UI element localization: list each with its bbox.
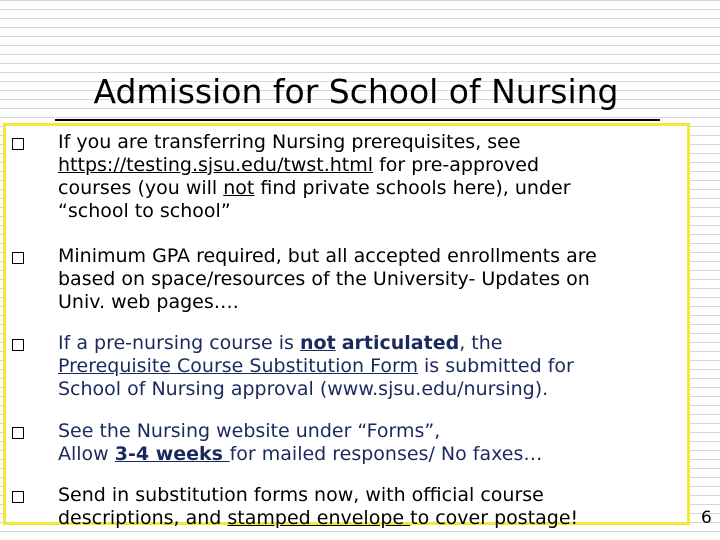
text-run: for mailed responses/ No faxes… xyxy=(229,443,543,465)
square-bullet-icon xyxy=(12,138,24,150)
text-run: descriptions, and xyxy=(58,507,228,529)
bullet-line: Minimum GPA required, but all accepted enrollments are xyxy=(58,245,597,267)
bullet-text xyxy=(58,332,686,401)
emphasis-not: not xyxy=(223,177,255,199)
square-bullet-icon xyxy=(12,427,24,439)
text-run: courses (you will xyxy=(58,177,224,199)
page-number: 6 xyxy=(701,508,712,528)
testing-link[interactable]: https://testing.sjsu.edu/twst.html xyxy=(58,154,374,176)
square-bullet-icon xyxy=(12,339,24,351)
bullet-send-forms xyxy=(6,484,686,530)
bullet-line xyxy=(58,443,686,466)
bullet-line xyxy=(58,507,686,530)
bullet-line xyxy=(58,177,686,200)
bullet-line: Univ. web pages…. xyxy=(58,291,239,313)
title-divider xyxy=(55,119,660,121)
emphasis-stamped-envelope: stamped envelope xyxy=(227,507,411,529)
square-bullet-icon xyxy=(12,252,24,264)
bullet-line xyxy=(58,332,686,355)
bullet-minimum-gpa xyxy=(6,245,686,314)
bullet-line: School of Nursing approval (www.sjsu.edu/nursing). xyxy=(58,378,549,400)
bullet-line: based on space/resources of the University- Updates on xyxy=(58,268,590,290)
substitution-form-name: Prerequisite Course Substitution Form xyxy=(58,355,418,377)
bullet-text xyxy=(58,420,686,466)
bullet-text xyxy=(58,131,686,223)
text-run: is submitted for xyxy=(417,355,574,377)
content-box xyxy=(3,123,690,529)
bullet-line: Send in substitution forms now, with official course xyxy=(58,484,544,506)
bullet-line: See the Nursing website under “Forms”, xyxy=(58,420,441,442)
text-run: find private schools here), under xyxy=(254,177,571,199)
slide-title: Admission for School of Nursing xyxy=(93,72,619,111)
bullet-line: “school to school” xyxy=(58,200,231,222)
bullet-transferring-prerequisites xyxy=(6,131,686,223)
bullet-text xyxy=(58,484,686,530)
bullet-line: If you are transferring Nursing prerequisites, see xyxy=(58,131,521,153)
emphasis-weeks: 3-4 weeks xyxy=(114,443,230,465)
bullet-nursing-website xyxy=(6,420,686,466)
text-run: to cover postage! xyxy=(410,507,579,529)
bullet-text xyxy=(58,245,686,314)
text-run: If a pre-nursing course is xyxy=(58,332,300,354)
emphasis-articulated: articulated xyxy=(341,332,460,354)
bullet-not-articulated xyxy=(6,332,686,401)
emphasis-not: not xyxy=(300,332,336,354)
bullet-line xyxy=(58,355,686,378)
text-run: , the xyxy=(459,332,503,354)
text-run: Allow xyxy=(58,443,115,465)
text-run: for pre-approved xyxy=(373,154,540,176)
bullet-line xyxy=(58,154,686,177)
square-bullet-icon xyxy=(12,491,24,503)
